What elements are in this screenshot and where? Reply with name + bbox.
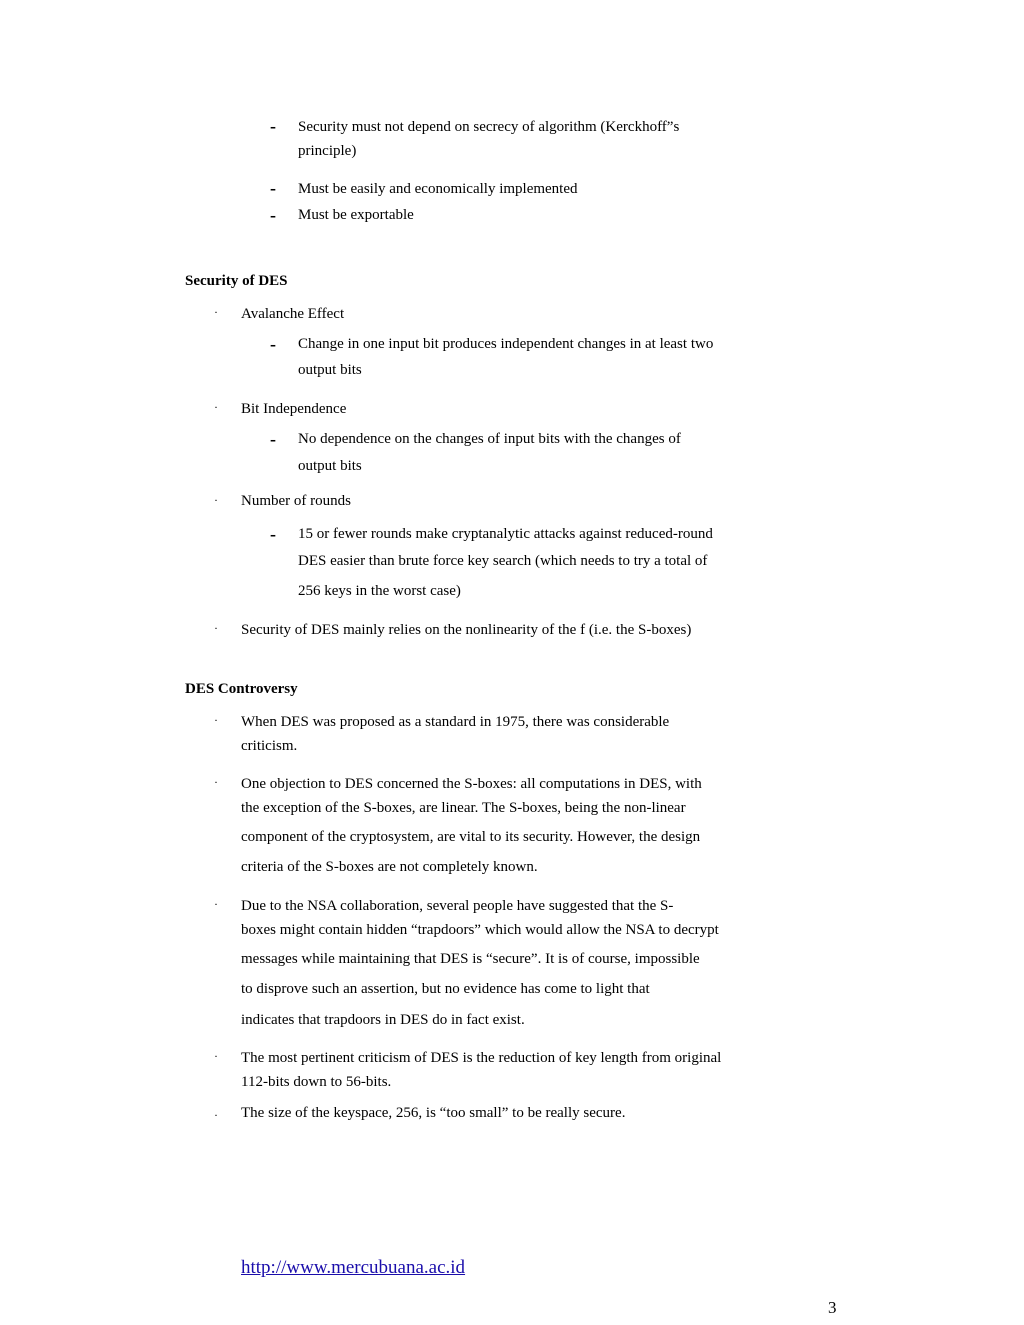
list-item-text: No dependence on the changes of input bits with the changes of	[298, 431, 681, 447]
paragraph-line: criteria of the S-boxes are not completely known.	[241, 859, 538, 875]
paragraph-line: component of the cryptosystem, are vital to its security. However, the design	[241, 829, 701, 845]
bullet-dot: ·	[214, 1108, 218, 1122]
list-item-text: Security of DES mainly relies on the nonlinearity of the f (i.e. the S-boxes)	[241, 622, 692, 638]
list-item-text: Number of rounds	[241, 493, 351, 509]
dash-bullet: -	[270, 334, 276, 354]
paragraph-line: The size of the keyspace, 256, is “too small” to be really secure.	[241, 1105, 626, 1121]
list-item-text: Security must not depend on secrecy of algorithm (Kerckhoff”s	[298, 119, 680, 135]
dash-bullet: -	[270, 429, 276, 449]
paragraph-line: criticism.	[241, 738, 298, 754]
paragraph-line: Due to the NSA collaboration, several people have suggested that the S-	[241, 898, 674, 914]
dash-bullet: -	[270, 524, 276, 544]
dash-bullet: -	[270, 116, 276, 136]
bullet-dot: ·	[214, 775, 218, 789]
footer-website-link[interactable]: http://www.mercubuana.ac.id	[241, 1257, 466, 1278]
page-number: 3	[828, 1298, 837, 1317]
bullet-dot: ·	[214, 713, 218, 727]
list-item-text: output bits	[298, 458, 362, 474]
paragraph-line: 112-bits down to 56-bits.	[241, 1074, 392, 1090]
paragraph-line: When DES was proposed as a standard in 1975, there was considerable	[241, 714, 670, 730]
paragraph-line: to disprove such an assertion, but no evidence has come to light that	[241, 981, 650, 997]
paragraph-line: The most pertinent criticism of DES is the reduction of key length from original	[241, 1050, 722, 1066]
list-item-text: Bit Independence	[241, 401, 347, 417]
list-item-text: 15 or fewer rounds make cryptanalytic attacks against reduced-round	[298, 526, 713, 542]
list-item-text: Must be easily and economically implemented	[298, 181, 578, 197]
dash-bullet: -	[270, 178, 276, 198]
paragraph-line: boxes might contain hidden “trapdoors” which would allow the NSA to decrypt	[241, 922, 719, 938]
list-item-text: Change in one input bit produces independent changes in at least two	[298, 336, 714, 352]
bullet-dot: ·	[214, 897, 218, 911]
section-heading-controversy: DES Controversy	[185, 681, 298, 697]
list-item-text: Must be exportable	[298, 207, 414, 223]
bullet-dot: ·	[214, 493, 218, 507]
paragraph-line: messages while maintaining that DES is “secure”. It is of course, impossible	[241, 951, 700, 967]
list-item-text: Avalanche Effect	[241, 306, 345, 322]
list-item-text: DES easier than brute force key search (which needs to try a total of	[298, 553, 708, 569]
bullet-dot: ·	[214, 400, 218, 414]
bullet-dot: ·	[214, 1049, 218, 1063]
paragraph-line: the exception of the S-boxes, are linear. The S-boxes, being the non-linear	[241, 800, 686, 816]
paragraph-line: One objection to DES concerned the S-boxes: all computations in DES, with	[241, 776, 702, 792]
list-item-text: principle)	[298, 143, 357, 159]
list-item-text: 256 keys in the worst case)	[298, 583, 461, 599]
list-item-text: output bits	[298, 362, 362, 378]
bullet-dot: ·	[214, 621, 218, 635]
section-heading-security: Security of DES	[185, 273, 288, 289]
paragraph-line: indicates that trapdoors in DES do in fact exist.	[241, 1012, 525, 1028]
bullet-dot: ·	[214, 305, 218, 319]
dash-bullet: -	[270, 205, 276, 225]
